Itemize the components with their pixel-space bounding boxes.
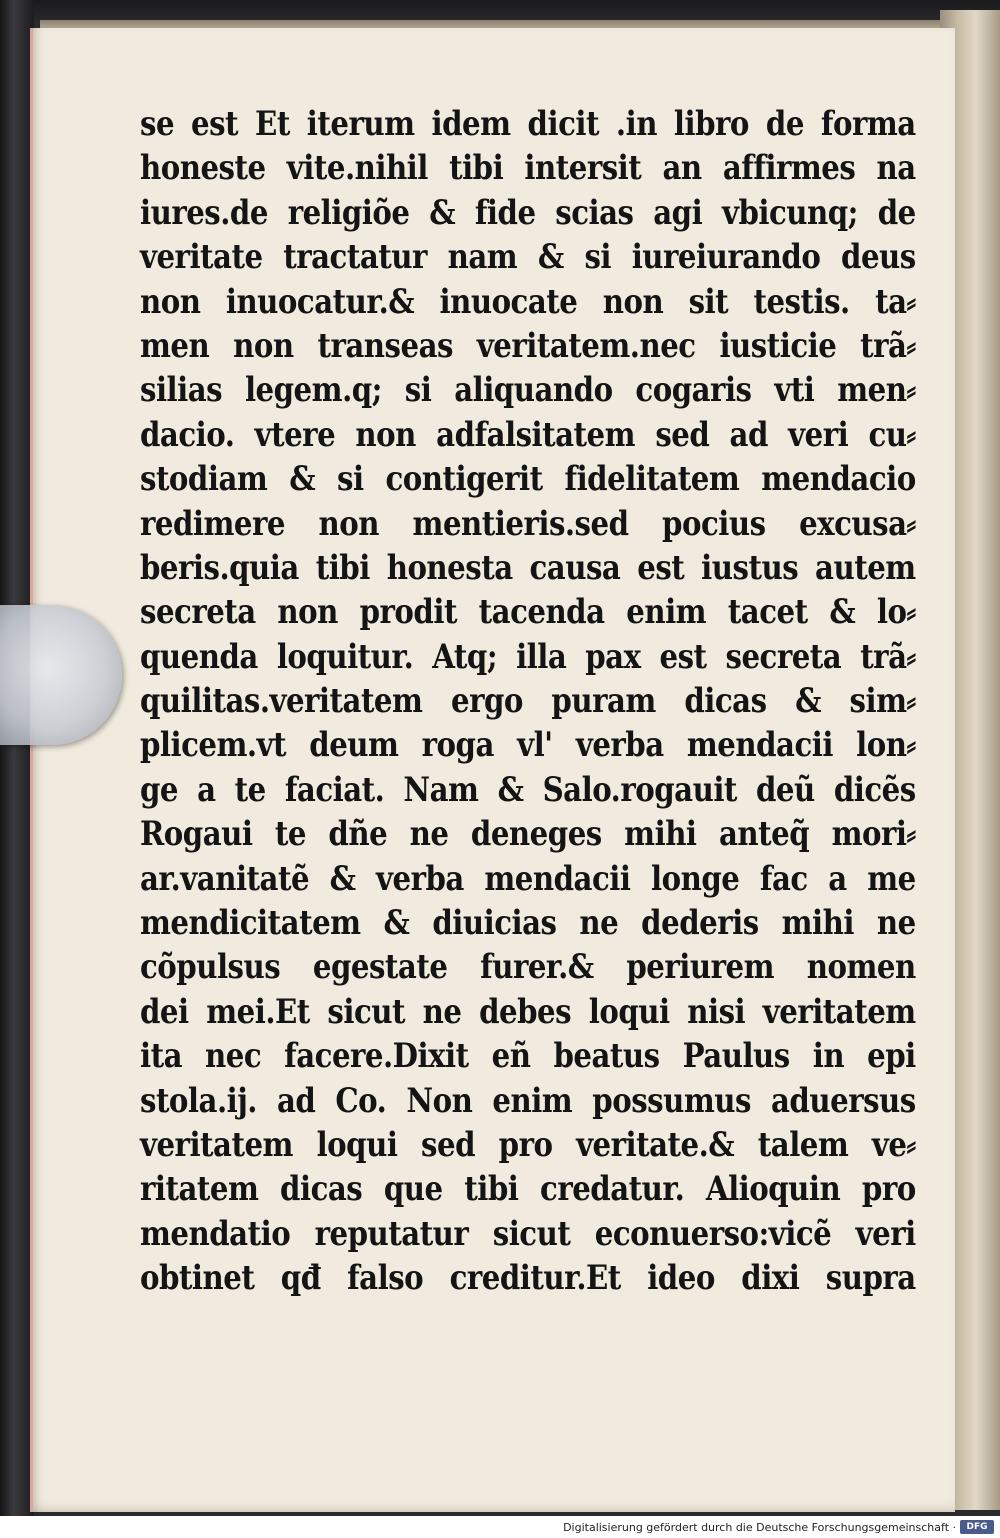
- text-line: mendicitatem & diuicias ne dederis mihi ne: [140, 903, 916, 944]
- text-line: quilitas.veritatem ergo puram dicas & sim⸗: [140, 681, 916, 722]
- text-line: se est Et iterum idem dicit .in libro de forma: [140, 104, 916, 144]
- text-line: secreta non prodit tacenda enim tacet & lo⸗: [140, 592, 916, 633]
- book-binding-left: [0, 0, 34, 1520]
- text-line: redimere non mentieris.sed pocius excusa⸗: [140, 503, 916, 544]
- text-line: iures.de religiõe & fide scias agi vbicunq; de: [140, 192, 916, 233]
- text-line: men non transeas veritatem.nec iusticie trã⸗: [140, 325, 916, 366]
- text-line: silias legem.q; si aliquando cogaris vti men⸗: [140, 370, 916, 411]
- text-line: non inuocatur.& inuocate non sit testis. ta⸗: [140, 281, 916, 322]
- text-line: ita nec facere.Dixit eñ beatus Paulus in epi: [140, 1036, 916, 1077]
- footer-bar: [0, 1516, 1000, 1538]
- text-line: cõpulsus egestate furer.& periurem nomen: [140, 947, 916, 988]
- text-line: quenda loquitur. Atq; illa pax est secreta trã⸗: [140, 636, 916, 677]
- text-line: honeste vite.nihil tibi intersit an affirmes na: [140, 148, 916, 189]
- text-line: ritatem dicas que tibi credatur. Alioquin pro: [140, 1169, 916, 1210]
- text-line: ge a te faciat. Nam & Salo.rogauit deũ dicẽs: [140, 769, 916, 810]
- text-block: [140, 102, 915, 1301]
- text-line: obtinet qđ falso creditur.Et ideo dixi supra: [140, 1258, 916, 1299]
- text-line: dei mei.Et sicut ne debes loqui nisi veritatem: [140, 991, 916, 1032]
- text-line: stodiam & si contigerit fidelitatem mendacio: [140, 459, 916, 500]
- text-line: veritatem loqui sed pro veritate.& talem ve⸗: [140, 1124, 916, 1165]
- dfg-logo: DFG: [960, 1520, 994, 1534]
- text-line: mendatio reputatur sicut econuerso:vicẽ veri: [140, 1213, 916, 1254]
- text-line: Rogaui te dñe ne deneges mihi anteq̃ mori⸗: [140, 814, 916, 855]
- text-line: veritate tractatur nam & si iureiurando deus: [140, 237, 916, 278]
- text-line: plicem.vt deum roga vl' verba mendacii lon⸗: [140, 725, 916, 766]
- footer-credit: Digitalisierung gefördert durch die Deutsche Forschungsgemeinschaft ·: [563, 1521, 956, 1534]
- text-line: beris.quia tibi honesta causa est iustus autem: [140, 547, 916, 588]
- text-line: stola.ij. ad Co. Non enim possumus aduersus: [140, 1080, 916, 1121]
- text-line: ar.vanitatẽ & verba mendacii longe fac a me: [140, 858, 916, 899]
- text-line: dacio. vtere non adfalsitatem sed ad veri cu⸗: [140, 414, 916, 455]
